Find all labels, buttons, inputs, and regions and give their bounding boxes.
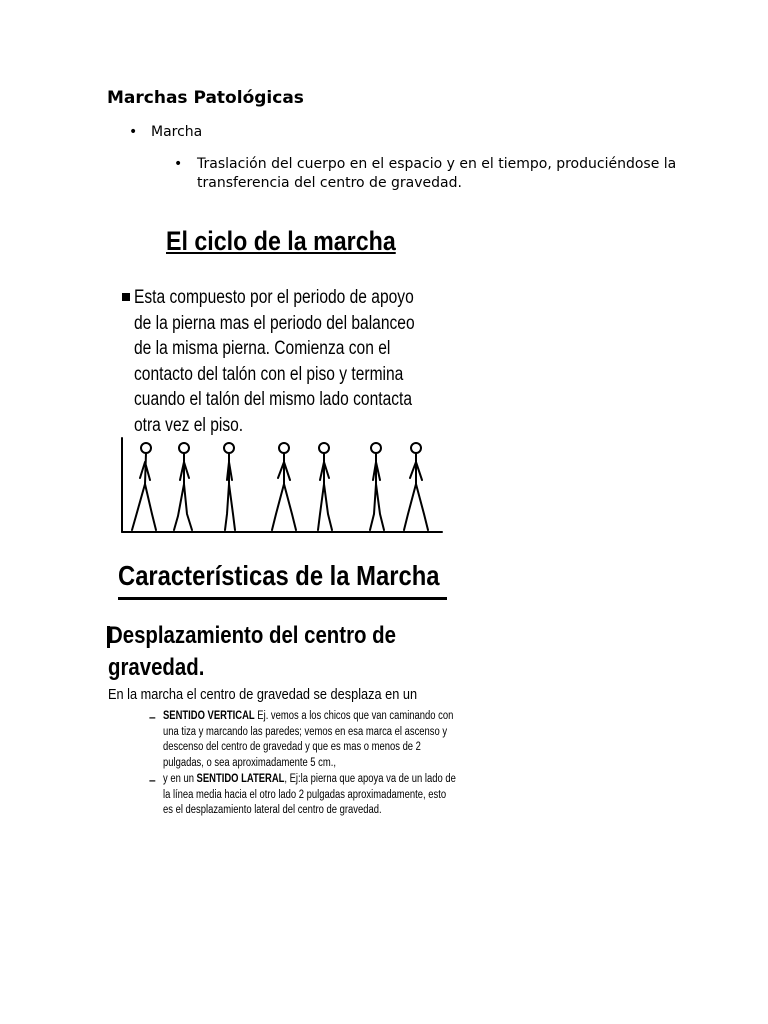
bullet-item-definition: Traslación del cuerpo en el espacio y en el tiempo, produciéndose la transferencia del centro de gravedad. bbox=[197, 156, 677, 191]
bullet-item-marcha: Marcha bbox=[151, 124, 203, 140]
bullet-dot: • bbox=[174, 156, 183, 172]
list-item-vertical: SENTIDO VERTICAL Ej. vemos a los chicos que van caminando con una tiza y marcando las paredes; vemos en esa marca el ascenso y descenso del centro de gravedad y que es mas o menos de 2 pulgadas, o sea aproximadamente 5 cm., bbox=[163, 710, 454, 769]
slide-title: Características de la Marcha bbox=[118, 560, 440, 591]
slide-ciclo-de-la-marcha bbox=[118, 222, 448, 542]
document-title: Marchas Patológicas bbox=[107, 88, 304, 108]
slide-heading: Desplazamiento del centro de gravedad. bbox=[108, 622, 396, 681]
square-bullet-icon bbox=[122, 293, 130, 301]
slide-body-text: Esta compuesto por el periodo de apoyo de la pierna mas el periodo del balanceo de la misma pierna. Comienza con el contacto del talón con el piso y termina cuando el talón del mismo lado contacta otra vez el piso. bbox=[134, 287, 415, 436]
list-item-lateral: y en un SENTIDO LATERAL, Ej:la pierna que apoya va de un lado de la línea media hacia el otro lado 2 pulgadas aproximadamente, esto es el desplazamiento lateral del centro de gravedad. bbox=[163, 773, 456, 816]
dash-bullet: – bbox=[149, 710, 156, 724]
slide-title: El ciclo de la marcha bbox=[166, 226, 396, 256]
dash-bullet: – bbox=[149, 773, 156, 787]
bullet-dot: • bbox=[129, 124, 138, 140]
slide-intro-text: En la marcha el centro de gravedad se desplaza en un bbox=[108, 686, 418, 703]
walking-cycle-figures bbox=[118, 436, 448, 536]
title-underline bbox=[118, 597, 447, 600]
